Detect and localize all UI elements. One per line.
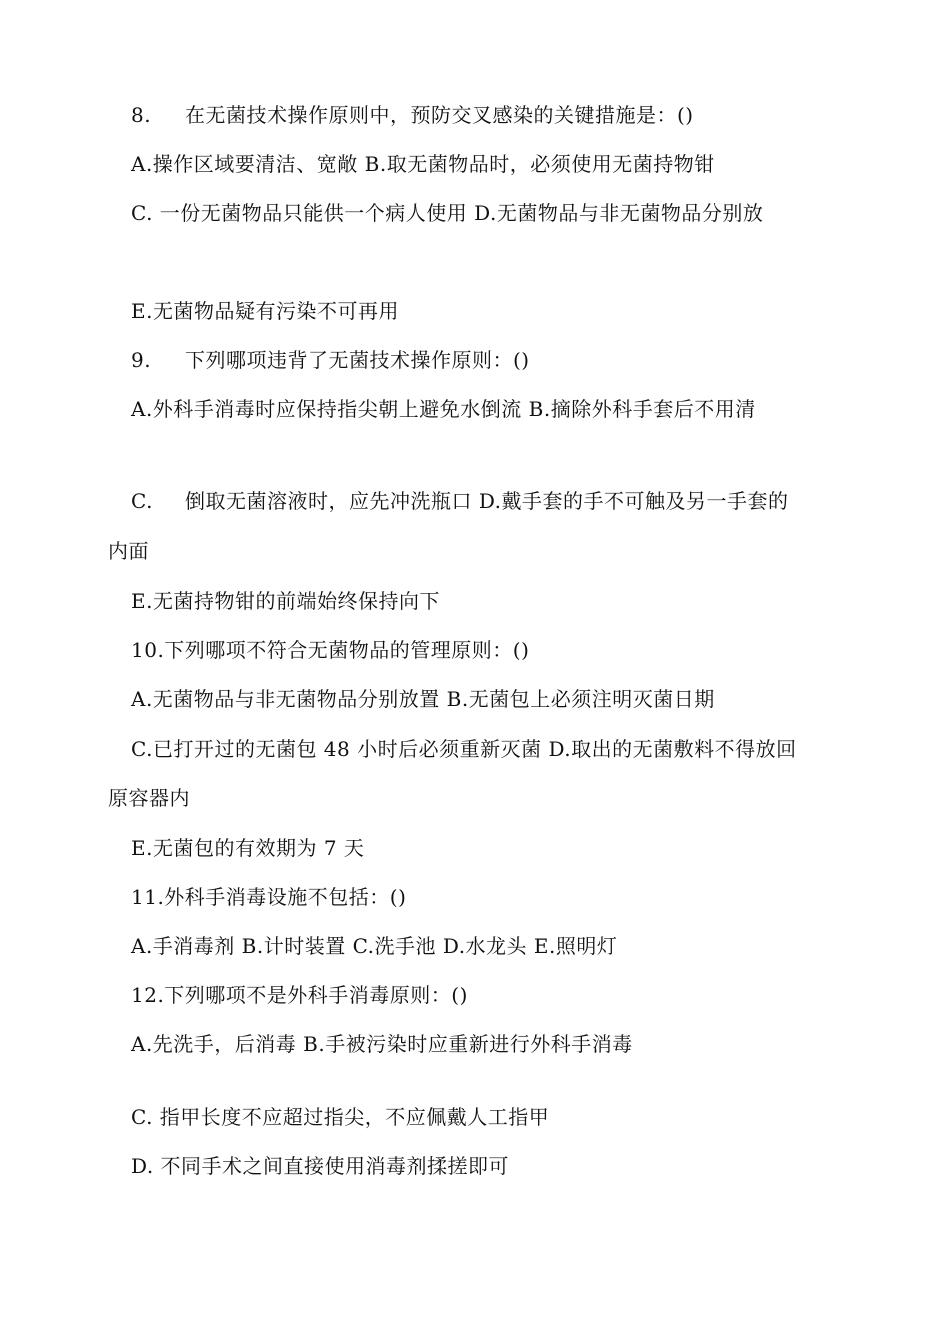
- question-11-options: A.手消毒剂 B.计时装置 C.洗手池 D.水龙头 E.照明灯: [131, 934, 618, 958]
- question-9-text: 下列哪项违背了无菌技术操作原则：(): [185, 348, 530, 372]
- question-9-options-cd-continued: 内面: [108, 539, 149, 563]
- question-8-text: 在无菌技术操作原则中，预防交叉感染的关键措施是：(): [185, 103, 694, 127]
- question-8-stem: [131, 103, 694, 127]
- question-9-stem: [131, 348, 530, 372]
- question-9-option-c-label: C.: [131, 489, 153, 513]
- question-9-number: 9.: [131, 348, 152, 372]
- question-12-stem: 12.下列哪项不是外科手消毒原则：(): [131, 983, 468, 1007]
- question-12-option-c: C. 指甲长度不应超过指尖，不应佩戴人工指甲: [131, 1105, 550, 1129]
- question-8-options-cd: C. 一份无菌物品只能供一个病人使用 D.无菌物品与非无菌物品分别放: [131, 201, 764, 225]
- question-11-stem: 11.外科手消毒设施不包括：(): [131, 885, 407, 909]
- question-9-options-ab: A.外科手消毒时应保持指尖朝上避免水倒流 B.摘除外科手套后不用清: [131, 397, 756, 421]
- question-8-number: 8.: [131, 103, 152, 127]
- question-10-options-cd: C.已打开过的无菌包 48 小时后必须重新灭菌 D.取出的无菌敷料不得放回: [131, 737, 797, 761]
- question-12-option-d: D. 不同手术之间直接使用消毒剂揉搓即可: [131, 1154, 510, 1178]
- question-12-options-ab: A.先洗手，后消毒 B.手被污染时应重新进行外科手消毒: [131, 1032, 633, 1056]
- question-10-stem: 10.下列哪项不符合无菌物品的管理原则：(): [131, 638, 530, 662]
- question-10-options-cd-continued: 原容器内: [108, 786, 190, 810]
- question-8-options-ab: A.操作区域要清洁、宽敞 B.取无菌物品时，必须使用无菌持物钳: [131, 152, 715, 176]
- question-10-options-ab: A.无菌物品与非无菌物品分别放置 B.无菌包上必须注明灭菌日期: [131, 687, 715, 711]
- question-9-option-e: E.无菌持物钳的前端始终保持向下: [131, 589, 440, 613]
- question-10-option-e: E.无菌包的有效期为 7 天: [131, 836, 365, 860]
- question-9-options-cd-text: 倒取无菌溶液时，应先冲洗瓶口 D.戴手套的手不可触及另一手套的: [185, 489, 789, 513]
- question-8-option-e: E.无菌物品疑有污染不可再用: [131, 299, 399, 323]
- question-9-options-cd: [131, 489, 789, 513]
